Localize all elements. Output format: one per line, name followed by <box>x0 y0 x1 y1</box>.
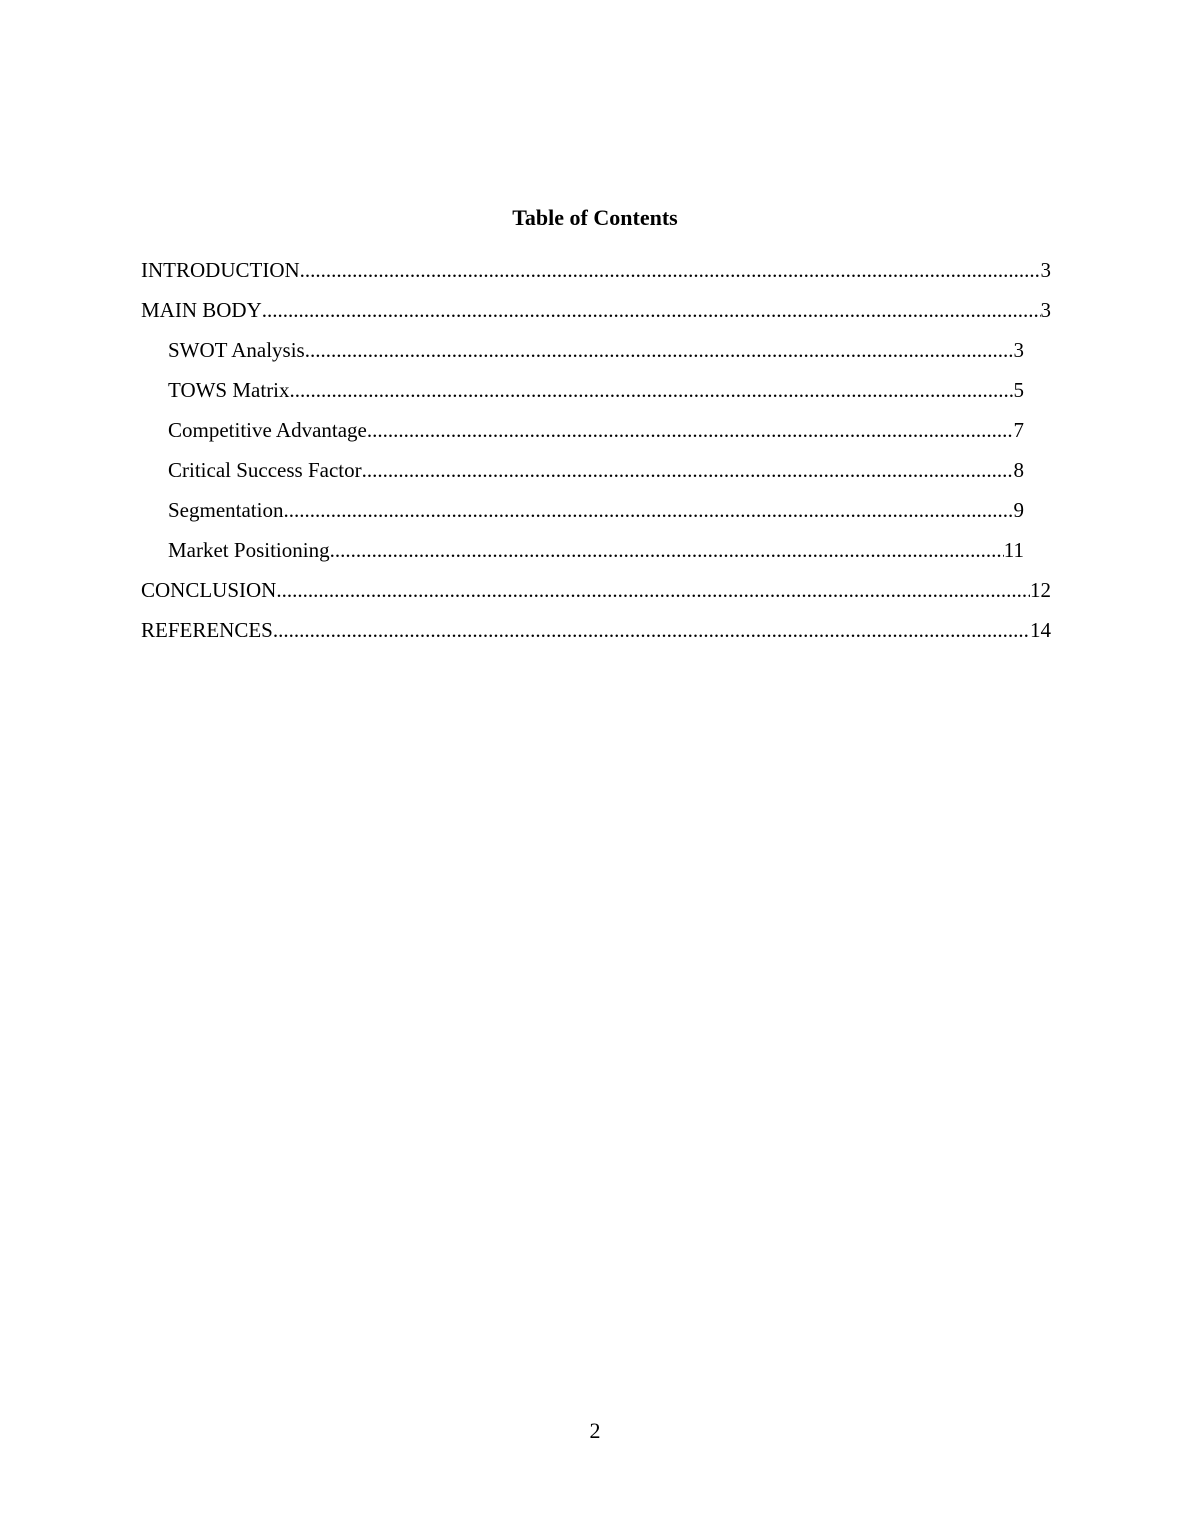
toc-dot-leader <box>330 532 1004 568</box>
page-number: 2 <box>589 1418 601 1443</box>
toc-entry-label: Segmentation <box>168 498 284 522</box>
toc-dot-leader <box>362 452 1014 488</box>
toc-dot-leader <box>305 332 1014 368</box>
toc-entry-label: SWOT Analysis <box>168 338 305 362</box>
toc-entry-page: 5 <box>1013 378 1024 402</box>
toc-entry-label: INTRODUCTION <box>141 258 300 282</box>
toc-entry-competitive-advantage[interactable] <box>168 412 1024 448</box>
toc-entry-label: Competitive Advantage <box>168 418 367 442</box>
toc-entry-page: 3 <box>1013 338 1024 362</box>
toc-entry-label: Critical Success Factor <box>168 458 362 482</box>
toc-dot-leader <box>300 252 1041 288</box>
toc-entry-main-body[interactable] <box>141 292 1051 328</box>
toc-dot-leader <box>290 372 1014 408</box>
toc-dot-leader <box>367 412 1014 448</box>
toc-entry-label: CONCLUSION <box>141 578 277 602</box>
toc-entry-page: 8 <box>1013 458 1024 482</box>
toc-entry-page: 12 <box>1030 578 1051 602</box>
toc-entry-label: REFERENCES <box>141 618 273 642</box>
toc-entry-page: 11 <box>1003 538 1024 562</box>
toc-entry-market-positioning[interactable] <box>168 532 1024 568</box>
toc-dot-leader <box>276 572 1030 608</box>
toc-entry-page: 3 <box>1040 298 1051 322</box>
toc-entry-conclusion[interactable] <box>141 572 1051 608</box>
toc-entry-references[interactable] <box>141 612 1051 648</box>
toc-entry-page: 3 <box>1040 258 1051 282</box>
toc-dot-leader <box>283 492 1013 528</box>
toc-entry-page: 7 <box>1013 418 1024 442</box>
toc-entry-critical-success-factor[interactable] <box>168 452 1024 488</box>
toc-dot-leader <box>262 292 1041 328</box>
toc-entry-introduction[interactable] <box>141 252 1051 288</box>
toc-entry-tows-matrix[interactable] <box>168 372 1024 408</box>
toc-dot-leader <box>273 612 1030 648</box>
toc-entry-page: 14 <box>1030 618 1051 642</box>
toc-entry-label: Market Positioning <box>168 538 330 562</box>
toc-entry-label: MAIN BODY <box>141 298 262 322</box>
toc-entry-page: 9 <box>1013 498 1024 522</box>
toc-entry-segmentation[interactable] <box>168 492 1024 528</box>
toc-entry-swot-analysis[interactable] <box>168 332 1024 368</box>
toc-title: Table of Contents <box>512 205 678 230</box>
toc-entry-label: TOWS Matrix <box>168 378 290 402</box>
